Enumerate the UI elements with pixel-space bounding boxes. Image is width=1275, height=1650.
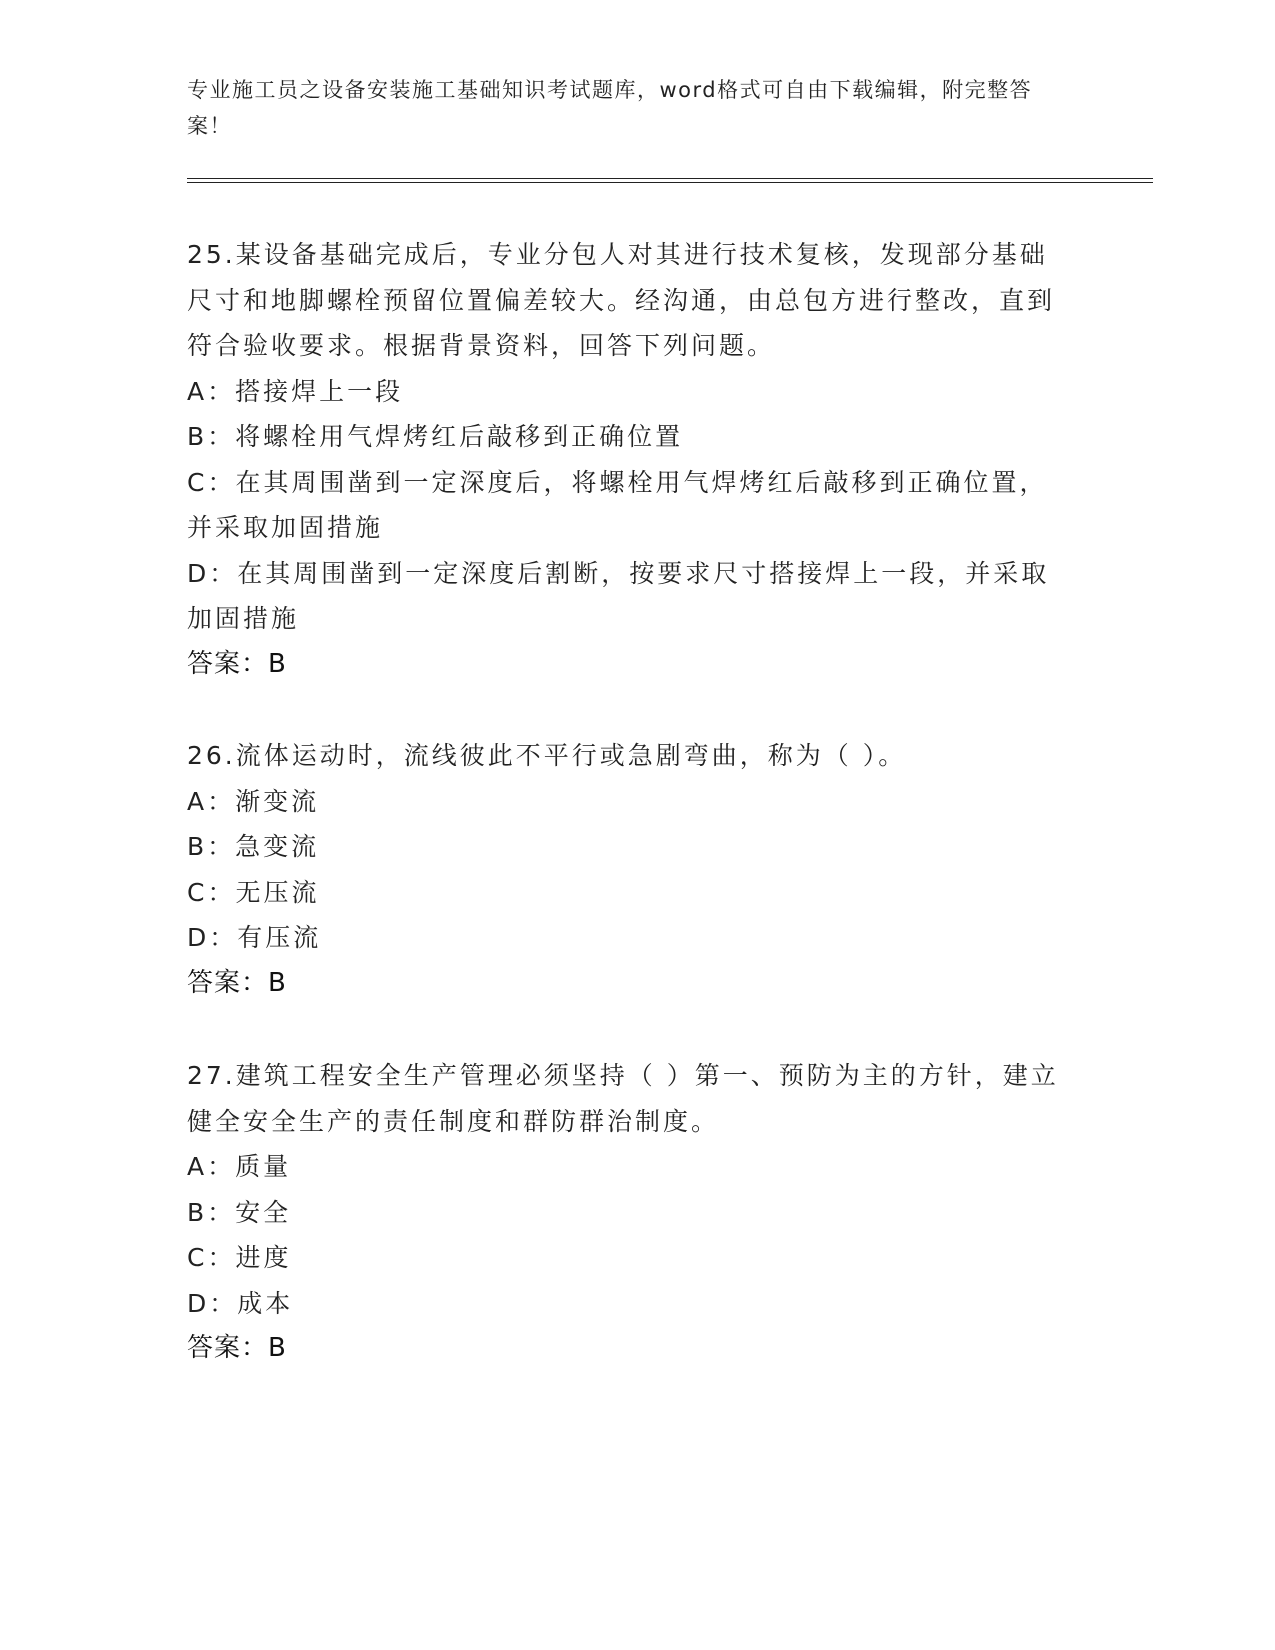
option-b: B：急变流 xyxy=(187,832,320,861)
option-b: B：将螺栓用气焊烤红后敲移到正确位置 xyxy=(187,422,684,451)
option-c: C：在其周围凿到一定深度后，将螺栓用气焊烤红后敲移到正确位置，并采取加固措施 xyxy=(187,467,1048,542)
question-stem: 26.流体运动时，流线彼此不平行或急剧弯曲，称为（ ）。 xyxy=(187,741,907,770)
option-a: A：搭接焊上一段 xyxy=(187,376,404,406)
question-stem: 27.建筑工程安全生产管理必须坚持（ ）第一、预防为主的方针，建立健全安全生产的责任制度和群防群治制度。 xyxy=(187,1061,1059,1136)
option-a: A：渐变流 xyxy=(187,786,320,816)
question-stem: 25.某设备基础完成后，专业分包人对其进行技术复核，发现部分基础尺寸和地脚螺栓预留位置偏差较大。经沟通，由总包方进行整改，直到符合验收要求。根据背景资料，回答下列问题。 xyxy=(187,240,1056,360)
question-27 xyxy=(187,1053,1067,1372)
question-26 xyxy=(187,733,1067,1006)
answer: 答案：B xyxy=(187,648,287,679)
option-d: D：成本 xyxy=(187,1288,294,1318)
option-d: D：有压流 xyxy=(187,923,322,952)
option-d: D：在其周围凿到一定深度后割断，按要求尺寸搭接焊上一段，并采取加固措施 xyxy=(187,558,1050,633)
option-c: C：无压流 xyxy=(187,877,320,907)
header-divider-top xyxy=(187,178,1153,179)
document-header: 专业施工员之设备安装施工基础知识考试题库，word格式可自由下载编辑，附完整答案！ xyxy=(187,78,1033,138)
question-25 xyxy=(187,232,1067,687)
answer: 答案：B xyxy=(187,1333,287,1363)
option-a: A：质量 xyxy=(187,1152,292,1181)
option-b: B：安全 xyxy=(187,1197,292,1227)
header-divider-bottom xyxy=(187,182,1153,183)
answer: 答案：B xyxy=(187,967,287,998)
option-c: C：进度 xyxy=(187,1243,292,1272)
